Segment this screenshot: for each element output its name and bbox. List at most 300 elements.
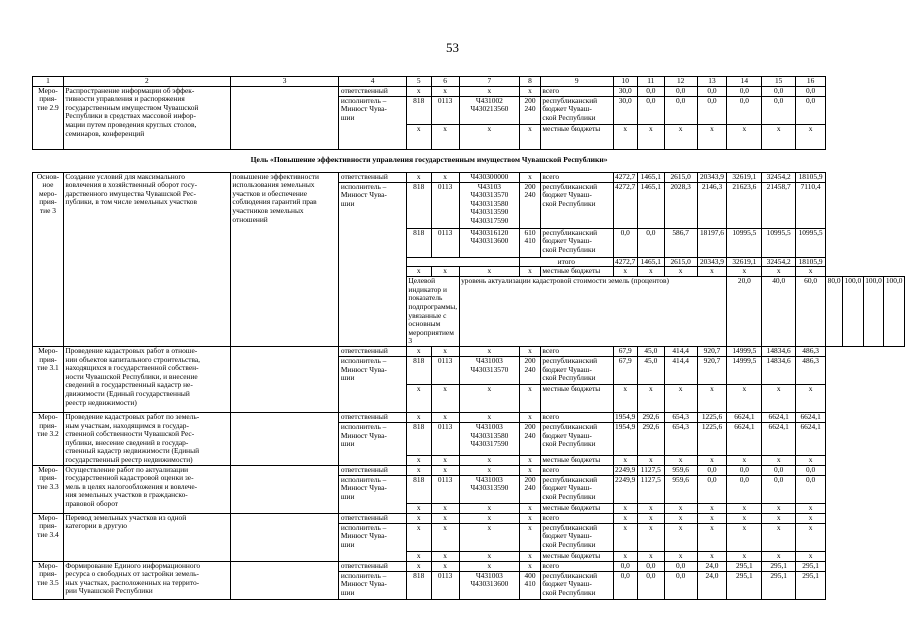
value-cell: 10995,5	[796, 228, 826, 257]
value-cell: x	[664, 513, 697, 523]
responsible-label: ответственный	[339, 346, 407, 356]
value-cell: x	[431, 465, 459, 475]
value-cell: 818	[406, 571, 431, 599]
value-cell: 0113	[431, 182, 459, 228]
column-number: 9	[540, 77, 613, 87]
value-cell: x	[697, 455, 727, 465]
measure-description: Формирование Единого информационного ресурса о свободных от застройки земель- ных участках, расположенных на террито- рии Чувашской Республики	[63, 561, 230, 599]
value-cell: x	[613, 503, 637, 513]
value-cell: x	[762, 455, 796, 465]
value-cell: 67,9	[613, 356, 637, 384]
value-cell: 414,4	[664, 356, 697, 384]
value-cell: x	[796, 503, 826, 513]
value-cell: 21458,7	[762, 182, 796, 228]
value-cell: x	[664, 267, 697, 277]
value-cell: 0,0	[727, 86, 762, 96]
value-cell: 486,3	[796, 356, 826, 384]
value-cell: x	[431, 412, 459, 422]
column-number: 16	[796, 77, 826, 87]
indicator-label: Целевой индикатор и показатель подпрограммы, увязанные с основным мероприятием 3	[408, 276, 458, 346]
responsible-label: ответственный	[339, 412, 407, 422]
funding-source-cell: местные бюджеты	[540, 124, 613, 149]
value-cell: 45,0	[637, 346, 664, 356]
value-cell: 14999,5	[727, 356, 762, 384]
value-cell: 0,0	[613, 561, 637, 571]
measure-label: Меро- прия- тие 3.1	[33, 346, 64, 412]
value-cell: 0,0	[727, 96, 762, 124]
measure-row-3-4	[33, 513, 905, 523]
value-cell: x	[664, 124, 697, 149]
measure-goal-link	[230, 346, 338, 412]
value-cell: x	[637, 267, 664, 277]
value-cell: x	[637, 551, 664, 561]
value-cell: 292,6	[637, 422, 664, 455]
measure-description: Распространение информации об эффек- тивности управления и распоряжения государственным имуществом Чувашской Республики в средствах массовой инфор- мации путем проведения круглых столов, семинаров, конференций	[63, 86, 230, 149]
value-cell: 6624,1	[727, 422, 762, 455]
value-cell: 6624,1	[796, 422, 826, 455]
value-cell: 818	[406, 182, 431, 228]
value-cell: Ч431003 Ч430313600	[459, 571, 519, 599]
measure-goal-link	[230, 561, 338, 599]
value-cell: x	[762, 551, 796, 561]
value-cell: 0,0	[762, 86, 796, 96]
indicator-value: 80,0	[826, 277, 843, 347]
executor-label: исполнитель – Минюст Чува- шии	[339, 523, 407, 561]
value-cell: x	[637, 384, 664, 412]
value-cell: 0,0	[762, 96, 796, 124]
column-number: 5	[406, 77, 431, 87]
value-cell: 586,7	[664, 228, 697, 257]
funding-source-cell: республиканский бюджет Чуваш- ской Республики	[540, 422, 613, 455]
value-cell: x	[727, 513, 762, 523]
value-cell: 200 240	[520, 356, 541, 384]
value-cell: 18105,9	[796, 172, 826, 182]
value-cell: 959,6	[664, 475, 697, 503]
value-cell: x	[459, 513, 519, 523]
value-cell: 292,6	[637, 412, 664, 422]
value-cell: 0,0	[697, 96, 727, 124]
value-cell: Ч431003 Ч430313580 Ч430317590	[459, 422, 519, 455]
value-cell: 0113	[431, 571, 459, 599]
value-cell: x	[406, 172, 431, 182]
value-cell: 0,0	[637, 571, 664, 599]
value-cell: 486,3	[796, 346, 826, 356]
value-cell: x	[796, 384, 826, 412]
value-cell: x	[520, 523, 541, 551]
value-cell: 654,3	[664, 422, 697, 455]
responsible-label: ответственный	[339, 465, 407, 475]
value-cell: 14834,6	[762, 356, 796, 384]
value-cell: 2028,3	[664, 182, 697, 228]
value-cell: x	[520, 513, 541, 523]
value-cell: 0,0	[796, 475, 826, 503]
value-cell: x	[406, 412, 431, 422]
measure-label: Меро- прия- тие 3.5	[33, 561, 64, 599]
value-cell: 0,0	[613, 228, 637, 257]
measure-goal-link	[230, 412, 338, 465]
value-cell: 0,0	[697, 475, 727, 503]
value-cell: 32619,1	[727, 172, 762, 182]
funding-source-cell: всего	[540, 86, 613, 96]
measure-description: Создание условий для максимального вовлечения в хозяйственный оборот госу- дарственного имущества Чувашской Рес- публики, в том числе земельных участков	[63, 172, 230, 346]
measure-goal-link: повышение эффективности использования земельных участков и обеспечение соблюдения гарантий прав участников земельных отношений	[230, 172, 338, 346]
value-cell: 14999,5	[727, 346, 762, 356]
indicator-value: 100,0	[843, 277, 864, 347]
value-cell: x	[520, 412, 541, 422]
value-cell: 1127,5	[637, 465, 664, 475]
value-cell: Ч431003 Ч430313590	[459, 475, 519, 503]
value-cell: 200 240	[520, 96, 541, 124]
value-cell: 818	[406, 356, 431, 384]
total-value: 4272,7	[615, 257, 636, 266]
value-cell: 0,0	[796, 465, 826, 475]
value-cell: x	[459, 124, 519, 149]
value-cell: x	[520, 465, 541, 475]
value-cell: x	[697, 551, 727, 561]
value-cell: 0,0	[762, 465, 796, 475]
value-cell: 200 240	[520, 182, 541, 228]
value-cell: x	[762, 267, 796, 277]
value-cell: x	[637, 455, 664, 465]
value-cell: x	[431, 513, 459, 523]
value-cell: x	[637, 503, 664, 513]
column-number: 14	[727, 77, 762, 87]
value-cell: 818	[406, 422, 431, 455]
funding-source-cell: всего	[540, 346, 613, 356]
value-cell: x	[520, 561, 541, 571]
value-cell: x	[762, 384, 796, 412]
column-number: 8	[520, 77, 541, 87]
funding-source-cell: республиканский бюджет Чуваш- ской Республики	[540, 475, 613, 503]
value-cell: 14834,6	[762, 346, 796, 356]
value-cell: x	[727, 523, 762, 551]
value-cell: 295,1	[796, 571, 826, 599]
value-cell: x	[762, 503, 796, 513]
value-cell: x	[796, 124, 826, 149]
value-cell: x	[520, 346, 541, 356]
funding-source-cell: всего	[540, 412, 613, 422]
measure-goal-link	[230, 86, 338, 149]
value-cell: 10995,5	[762, 228, 796, 257]
value-cell: x	[697, 513, 727, 523]
value-cell: x	[406, 267, 431, 277]
value-cell: 18197,6	[697, 228, 727, 257]
value-cell: 818	[406, 96, 431, 124]
value-cell: 1225,6	[697, 422, 727, 455]
value-cell: x	[664, 523, 697, 551]
value-cell: x	[796, 455, 826, 465]
value-cell: Ч430300000	[459, 172, 519, 182]
value-cell: 414,4	[664, 346, 697, 356]
total-value: 32454,2	[762, 257, 796, 267]
goal-row	[33, 149, 905, 172]
value-cell: x	[727, 124, 762, 149]
value-cell: x	[762, 523, 796, 551]
table-cell	[406, 257, 519, 267]
value-cell: 0,0	[613, 571, 637, 599]
value-cell: x	[727, 455, 762, 465]
value-cell: Ч430316120 Ч430313600	[459, 228, 519, 257]
value-cell: x	[406, 384, 431, 412]
value-cell: Ч43103 Ч430313570 Ч430313580 Ч430313590 Ч430317590	[459, 182, 519, 228]
measure-description: Перевод земельных участков из одной категории в другую	[63, 513, 230, 561]
total-value: 18105,9	[796, 257, 826, 267]
column-number: 3	[230, 77, 338, 87]
value-cell: x	[796, 267, 826, 277]
value-cell: x	[520, 124, 541, 149]
funding-source-cell: местные бюджеты	[540, 455, 613, 465]
value-cell: x	[727, 551, 762, 561]
column-number: 4	[339, 77, 407, 87]
funding-source-cell: республиканский бюджет Чуваш- ской Республики	[540, 96, 613, 124]
value-cell: x	[431, 346, 459, 356]
value-cell: 295,1	[727, 561, 762, 571]
value-cell: x	[613, 267, 637, 277]
value-cell: 6624,1	[762, 412, 796, 422]
value-cell: 1465,1	[637, 172, 664, 182]
column-number: 13	[697, 77, 727, 87]
value-cell: 0,0	[697, 86, 727, 96]
indicator-value: 20,0	[727, 277, 762, 347]
value-cell: x	[520, 172, 541, 182]
value-cell: x	[406, 346, 431, 356]
value-cell: 295,1	[762, 561, 796, 571]
value-cell: x	[459, 503, 519, 513]
value-cell: 1954,9	[613, 422, 637, 455]
value-cell: x	[697, 124, 727, 149]
value-cell: 2249,9	[615, 465, 636, 474]
value-cell: x	[406, 513, 431, 523]
value-cell: x	[431, 523, 459, 551]
value-cell: x	[762, 513, 796, 523]
value-cell: x	[637, 124, 664, 149]
total-value: 1465,1	[637, 257, 664, 267]
value-cell: 0,0	[637, 228, 664, 257]
value-cell: 295,1	[762, 571, 796, 599]
measure-description: Проведение кадастровых работ в отноше- нии объектов капитального строительства, находящихся в государственной собствен- ности Чувашской Республики, и внесение сведений в государственный кадастр не- движимости (Единый государственный реестр недвижимости)	[63, 346, 230, 412]
value-cell: 24,0	[697, 561, 727, 571]
total-value: 2615,0	[664, 257, 697, 267]
value-cell: 30,0	[613, 96, 637, 124]
value-cell: 818	[406, 228, 431, 257]
value-cell: 0,0	[637, 96, 664, 124]
total-label: итого	[520, 257, 613, 267]
indicator-name: уровень актуализации кадастровой стоимости земель (процентов)	[459, 277, 727, 347]
column-number: 7	[459, 77, 519, 87]
value-cell: x	[520, 86, 541, 96]
value-cell: 7110,4	[796, 182, 826, 228]
value-cell: 1127,5	[637, 475, 664, 503]
value-cell: 0,0	[697, 465, 727, 475]
value-cell: 1954,9	[615, 412, 636, 421]
value-cell: x	[459, 267, 519, 277]
value-cell: x	[727, 503, 762, 513]
value-cell: x	[520, 503, 541, 513]
measure-label: Меро- прия- тие 3.3	[33, 465, 64, 513]
responsible-label: ответственный	[339, 86, 407, 96]
column-number: 6	[431, 77, 459, 87]
value-cell: 920,7	[697, 346, 727, 356]
value-cell: 959,6	[664, 465, 697, 475]
value-cell: 0,0	[664, 561, 697, 571]
value-cell: x	[459, 346, 519, 356]
value-cell: 0,0	[664, 571, 697, 599]
value-cell: 0113	[431, 422, 459, 455]
measure-row-3-3	[33, 465, 905, 475]
value-cell: x	[459, 465, 519, 475]
page-number: 53	[446, 40, 459, 55]
value-cell: x	[796, 523, 826, 551]
value-cell: x	[664, 455, 697, 465]
value-cell: x	[431, 172, 459, 182]
value-cell: 30,0	[613, 86, 637, 96]
value-cell: 610 410	[520, 228, 541, 257]
value-cell: x	[697, 384, 727, 412]
funding-source-cell: республиканский бюджет Чуваш- ской Республики	[540, 228, 613, 257]
funding-source-cell: республиканский бюджет Чуваш- ской Республики	[540, 356, 613, 384]
value-cell: x	[796, 513, 826, 523]
value-cell: x	[459, 86, 519, 96]
value-cell: 1465,1	[637, 182, 664, 228]
value-cell: 0113	[431, 356, 459, 384]
value-cell: 0,0	[796, 86, 826, 96]
indicator-value: 40,0	[762, 277, 796, 347]
value-cell: x	[431, 384, 459, 412]
value-cell: x	[406, 561, 431, 571]
value-cell: x	[459, 384, 519, 412]
responsible-label: ответственный	[339, 513, 407, 523]
value-cell: 6624,1	[762, 422, 796, 455]
value-cell: x	[664, 384, 697, 412]
header-row	[33, 77, 905, 87]
funding-source-cell: всего	[540, 465, 613, 475]
column-number: 11	[637, 77, 664, 87]
executor-label: исполнитель – Минюст Чува- шии	[339, 356, 407, 412]
value-cell: x	[431, 124, 459, 149]
value-cell: 4272,7	[615, 172, 636, 181]
value-cell: x	[406, 503, 431, 513]
value-cell: 0,0	[796, 96, 826, 124]
funding-source-cell: местные бюджеты	[540, 267, 613, 277]
value-cell: x	[637, 523, 664, 551]
value-cell: x	[459, 551, 519, 561]
value-cell: 0,0	[727, 475, 762, 503]
value-cell: x	[459, 455, 519, 465]
value-cell: x	[406, 124, 431, 149]
indicator-value: 60,0	[796, 277, 826, 347]
column-number: 1	[33, 77, 64, 87]
funding-source-cell: всего	[540, 172, 613, 182]
value-cell: x	[520, 551, 541, 561]
value-cell: 400 410	[520, 571, 541, 599]
value-cell: x	[697, 503, 727, 513]
measure-label: Меро- прия- тие 3.4	[33, 513, 64, 561]
measure-row-3-2	[33, 412, 905, 422]
value-cell: Ч431003 Ч430313570	[459, 356, 519, 384]
column-number: 12	[664, 77, 697, 87]
value-cell: 2249,9	[613, 475, 637, 503]
measure-label: Меро- прия- тие 3.2	[33, 412, 64, 465]
value-cell: 295,1	[727, 571, 762, 599]
value-cell: x	[613, 384, 637, 412]
value-cell: x	[431, 503, 459, 513]
value-cell: 0,0	[637, 86, 664, 96]
value-cell: x	[613, 513, 637, 523]
value-cell: x	[637, 513, 664, 523]
value-cell: 0113	[431, 96, 459, 124]
value-cell: 654,3	[664, 412, 697, 422]
value-cell: 920,7	[697, 356, 727, 384]
value-cell: x	[697, 267, 727, 277]
value-cell: 0,0	[637, 561, 664, 571]
responsible-label: ответственный	[339, 561, 407, 571]
measure-label: Меро- прия- тие 2.9	[33, 86, 64, 149]
column-number: 15	[762, 77, 796, 87]
value-cell: 200 240	[520, 422, 541, 455]
value-cell: x	[727, 267, 762, 277]
measure-label: Основ- ное меро- прия- тие 3	[33, 172, 64, 346]
table-body	[33, 77, 905, 600]
value-cell: 2615,0	[664, 172, 697, 182]
value-cell: x	[459, 412, 519, 422]
indicator-value: 100,0	[863, 277, 884, 347]
measure-description: Осуществление работ по актуализации государственной кадастровой оценки зе- мель в целях налогообложения и вовлече- ния земельных участков в гражданско- правовой оборот	[63, 465, 230, 513]
measure-goal-link	[230, 513, 338, 561]
value-cell: 0113	[431, 475, 459, 503]
value-cell: 0113	[431, 228, 459, 257]
value-cell: x	[520, 267, 541, 277]
column-number: 2	[63, 77, 230, 87]
value-cell: 0,0	[664, 86, 697, 96]
value-cell: 200 240	[520, 475, 541, 503]
executor-label: исполнитель – Минюст Чува- шии	[339, 96, 407, 149]
value-cell: Ч431002 Ч430213560	[459, 96, 519, 124]
measure-row-3-1	[33, 346, 905, 356]
value-cell: x	[431, 551, 459, 561]
executor-label: исполнитель – Минюст Чува- шии	[339, 182, 407, 346]
value-cell: x	[762, 124, 796, 149]
value-cell: x	[431, 267, 459, 277]
indicator-value: 100,0	[884, 277, 905, 347]
funding-source-cell: всего	[540, 561, 613, 571]
value-cell: 10995,5	[727, 228, 762, 257]
total-value: 20343,9	[697, 257, 727, 267]
value-cell: 2146,3	[697, 182, 727, 228]
value-cell: x	[459, 523, 519, 551]
column-number: 10	[613, 77, 637, 87]
value-cell: x	[613, 523, 637, 551]
value-cell: x	[520, 455, 541, 465]
value-cell: x	[520, 384, 541, 412]
value-cell: 67,9	[613, 346, 637, 356]
funding-source-cell: всего	[540, 513, 613, 523]
executor-label: исполнитель – Минюст Чува- шии	[339, 571, 407, 599]
value-cell: x	[406, 86, 431, 96]
value-cell: x	[613, 124, 637, 149]
value-cell: 21623,6	[727, 182, 762, 228]
value-cell: 0,0	[762, 475, 796, 503]
measure-row-2-9	[33, 86, 905, 96]
value-cell: x	[727, 384, 762, 412]
value-cell: 295,1	[796, 561, 826, 571]
goal-title: Цель «Повышение эффективности управления государственным имуществом Чувашской Республики»	[33, 149, 826, 172]
measure-row-3-5	[33, 561, 905, 571]
value-cell: x	[664, 551, 697, 561]
funding-source-cell: местные бюджеты	[540, 384, 613, 412]
measure-row-3	[33, 172, 905, 182]
value-cell: x	[697, 523, 727, 551]
funding-source-cell: республиканский бюджет Чуваш- ской Республики	[540, 523, 613, 551]
